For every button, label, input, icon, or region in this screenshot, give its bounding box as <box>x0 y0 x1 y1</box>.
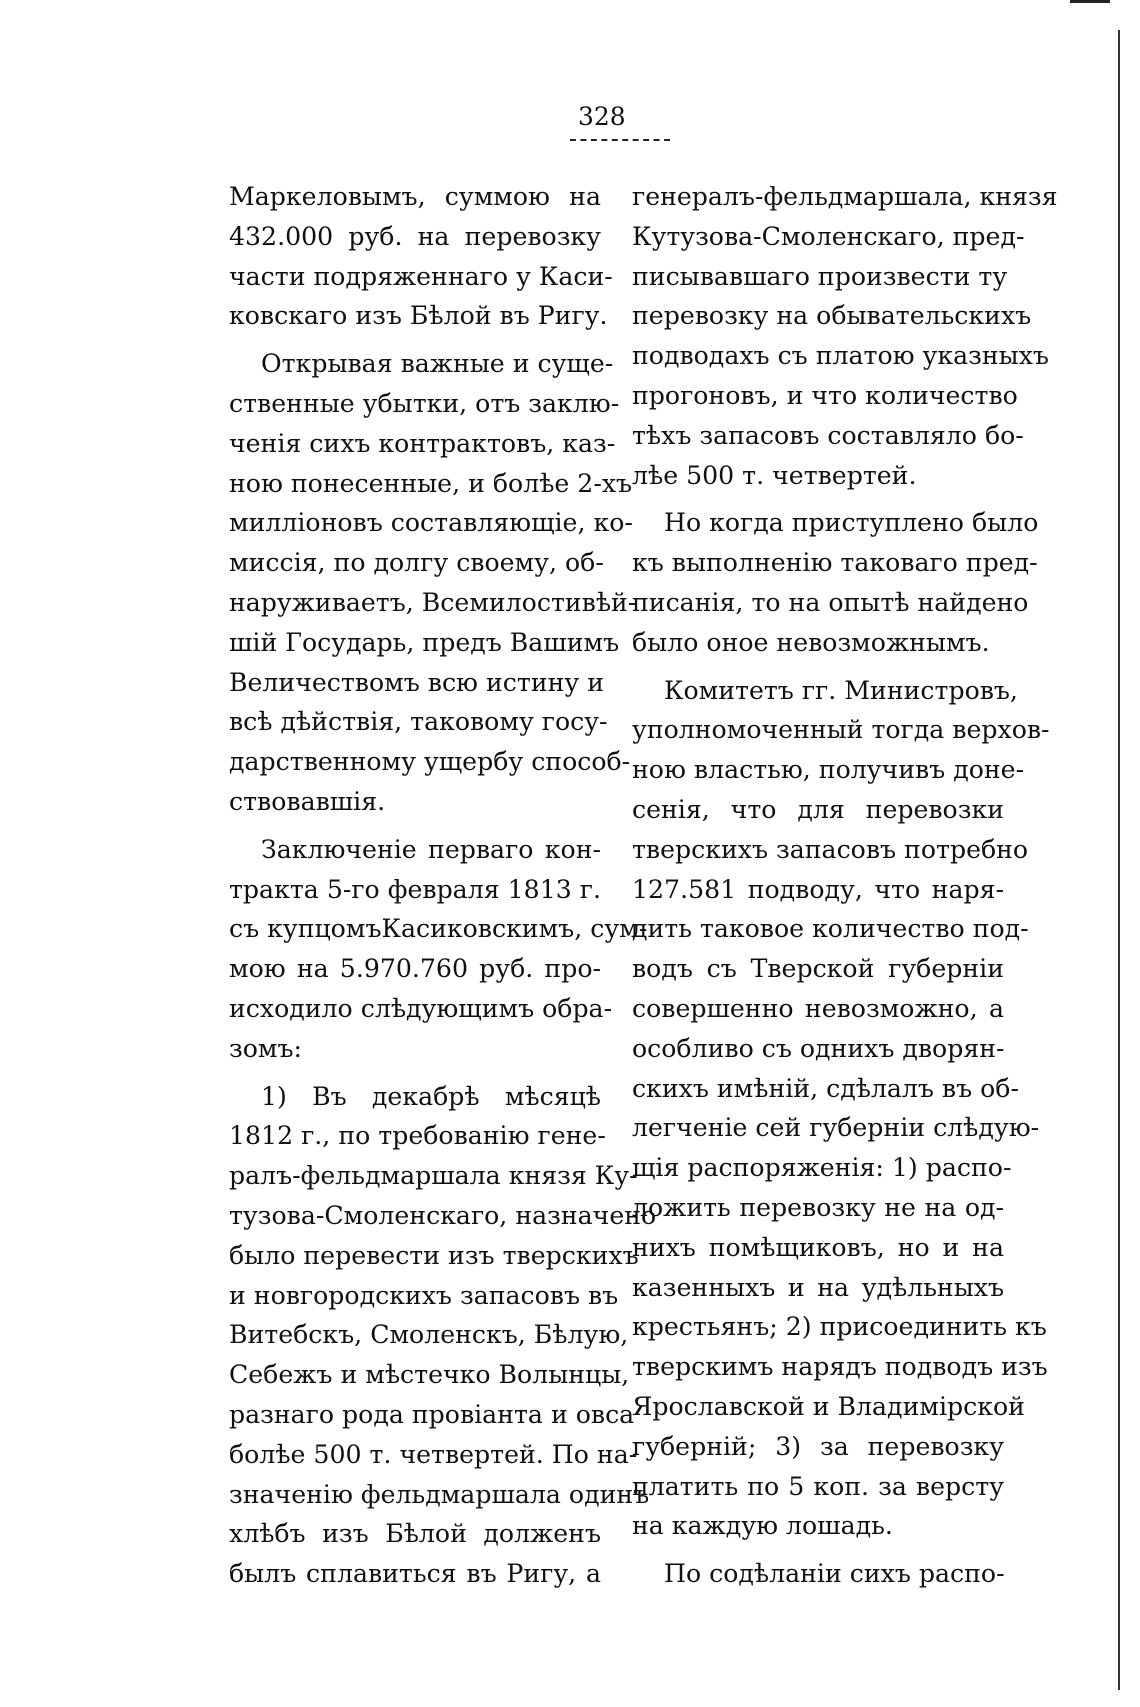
right-column-text-line: тверскихъ запасовъ потребно <box>632 834 1029 864</box>
left-text-column <box>229 177 657 1594</box>
left-column-text-line: ралъ-фельдмаршала князя Ку- <box>229 1161 638 1191</box>
right-column-text-line: дить таковое количество под- <box>632 914 1029 944</box>
right-column-text-line: совершенно невозможно, а <box>632 993 1004 1023</box>
right-column-text-line: перевозку на обывательскихъ <box>632 301 1032 331</box>
right-column-text-line: Но когда приступлено было <box>664 508 1039 538</box>
right-column-text-line: сенія, что для перевозки <box>632 794 1004 824</box>
left-column-text-line: 1) Въ декабрѣ мѣсяцѣ <box>261 1081 601 1111</box>
right-column-text-line: особливо съ однихъ дворян- <box>632 1033 1005 1063</box>
left-column-text-line: значенію фельдмаршала одинъ <box>229 1479 650 1509</box>
right-column-text-line: губерній; 3) за перевозку <box>632 1431 1004 1461</box>
left-column-text-line: зомъ: <box>229 1033 303 1063</box>
left-column-text-line: 1812 г., по требованію гене- <box>229 1121 606 1151</box>
left-column-text-line: Маркеловымъ, суммою на <box>229 182 601 211</box>
left-column-text-line: ченія сихъ контрактовъ, каз- <box>229 428 616 458</box>
left-column-text-line: Заключеніе перваго кон- <box>261 834 601 864</box>
left-column-text-line: разнаго рода провіанта и овса <box>229 1399 635 1429</box>
left-column-text-line: тракта 5-го февраля 1813 г. <box>229 874 601 904</box>
right-column-text-line: писывавшаго произвести ту <box>632 261 1008 291</box>
left-column-text-line: болѣе 500 т. четвертей. По на- <box>229 1439 638 1469</box>
left-column-text-line: хлѣбъ изъ Бѣлой долженъ <box>229 1519 601 1549</box>
right-column-text-line: тверскимъ нарядъ подводъ изъ <box>632 1352 1048 1382</box>
left-column-text-line: былъ сплавиться въ Ригу, а <box>229 1559 601 1589</box>
left-column-text-line: мою на 5.970.760 руб. про- <box>229 954 601 984</box>
right-column-text-line: крестьянъ; 2) присоединить къ <box>632 1312 1047 1342</box>
right-column-text-line: писанія, то на опытѣ найдено <box>632 587 1029 617</box>
left-column-text-line: дарственному ущербу способ- <box>229 747 631 777</box>
right-column-text-line: было оное невозможнымъ. <box>632 627 990 657</box>
left-column-text-line: ковскаго изъ Бѣлой въ Ригу. <box>229 301 608 331</box>
left-column-text-line: Открывая важные и суще- <box>261 349 614 379</box>
left-column-text-line: тузова-Смоленскаго, назначено <box>229 1200 657 1230</box>
left-column-text-line: ною понесенные, и болѣе 2-хъ <box>229 468 633 498</box>
right-column-text-line: къ выполненію таковаго пред- <box>632 548 1038 578</box>
left-column-text-line: ственные убытки, отъ заклю- <box>229 388 620 418</box>
right-column-text-line: ною властью, получивъ доне- <box>632 755 1025 785</box>
left-column-text-line: наруживаетъ, Всемилостивѣй- <box>229 587 637 617</box>
right-column-text-line: щія распоряженія: 1) распо- <box>632 1153 1012 1183</box>
left-column-text-line: 432.000 руб. на перевозку <box>229 221 601 251</box>
right-column-text-line: Комитетъ гг. Министровъ, <box>664 675 1018 705</box>
right-column-text-line: нихъ помѣщиковъ, но и на <box>632 1232 1004 1262</box>
right-column-text-line: прогоновъ, и что количество <box>632 380 1018 410</box>
right-column-text-line: казенныхъ и на удѣльныхъ <box>632 1272 1004 1302</box>
right-column-text-line: генералъ-фельдмаршала, князя <box>632 182 1058 211</box>
right-column-text-line: подводахъ съ платою указныхъ <box>632 341 1049 371</box>
right-column-text-line: платить по 5 коп. за версту <box>632 1471 1004 1501</box>
right-column-text-line: По содѣланіи сихъ распо- <box>664 1559 1005 1589</box>
right-column-text-line: водъ съ Тверской губерніи <box>632 954 1004 984</box>
left-column-text-line: было перевести изъ тверскихъ <box>229 1240 639 1270</box>
left-column-text-line: и новгородскихъ запасовъ въ <box>229 1280 619 1310</box>
right-column-text-line: Ярославской и Владимірской <box>632 1391 1025 1421</box>
left-column-text-line: ствовавшія. <box>229 786 386 816</box>
left-column-text-line: Себежъ и мѣстечко Волынцы, <box>229 1360 630 1390</box>
right-column-text-line: уполномоченный тогда верхов- <box>632 715 1050 745</box>
page-number-rule <box>570 139 670 141</box>
left-column-text-line: всѣ дѣйствія, таковому госу- <box>229 707 608 737</box>
left-column-text-line: Витебскъ, Смоленскъ, Бѣлую, <box>229 1320 629 1350</box>
right-column-text-line: 127.581 подводу, что наря- <box>632 874 1004 904</box>
left-column-text-line: исходило слѣдующимъ обра- <box>229 993 613 1023</box>
left-column-text-line: Величествомъ всю истину и <box>229 667 605 697</box>
page-edge-line <box>1118 30 1120 1690</box>
left-column-text-line: съ купцомъКасиковскимъ, сум- <box>229 914 648 944</box>
right-text-column <box>632 177 1058 1594</box>
right-column-text-line: Кутузова-Смоленскаго, пред- <box>632 221 1025 251</box>
left-column-text-line: милліоновъ составляющіе, ко- <box>229 508 633 538</box>
scan-corner-mark <box>1070 0 1110 9</box>
left-column-text-line: части подряженнаго у Каси- <box>229 261 613 291</box>
right-column-text-line: скихъ имѣній, сдѣлалъ въ об- <box>632 1073 1019 1103</box>
right-column-text-line: на каждую лошадь. <box>632 1511 893 1541</box>
left-column-text-line: миссія, по долгу своему, об- <box>229 548 604 578</box>
right-column-text-line: ложить перевозку не на од- <box>632 1192 1004 1222</box>
right-column-text-line: легченіе сей губерніи слѣдую- <box>632 1113 1040 1143</box>
left-column-text-line: шій Государь, предъ Вашимъ <box>229 627 620 657</box>
right-column-text-line: лѣе 500 т. четвертей. <box>632 460 917 490</box>
page-number: 328 <box>578 102 626 131</box>
right-column-text-line: тѣхъ запасовъ составляло бо- <box>632 420 1024 450</box>
